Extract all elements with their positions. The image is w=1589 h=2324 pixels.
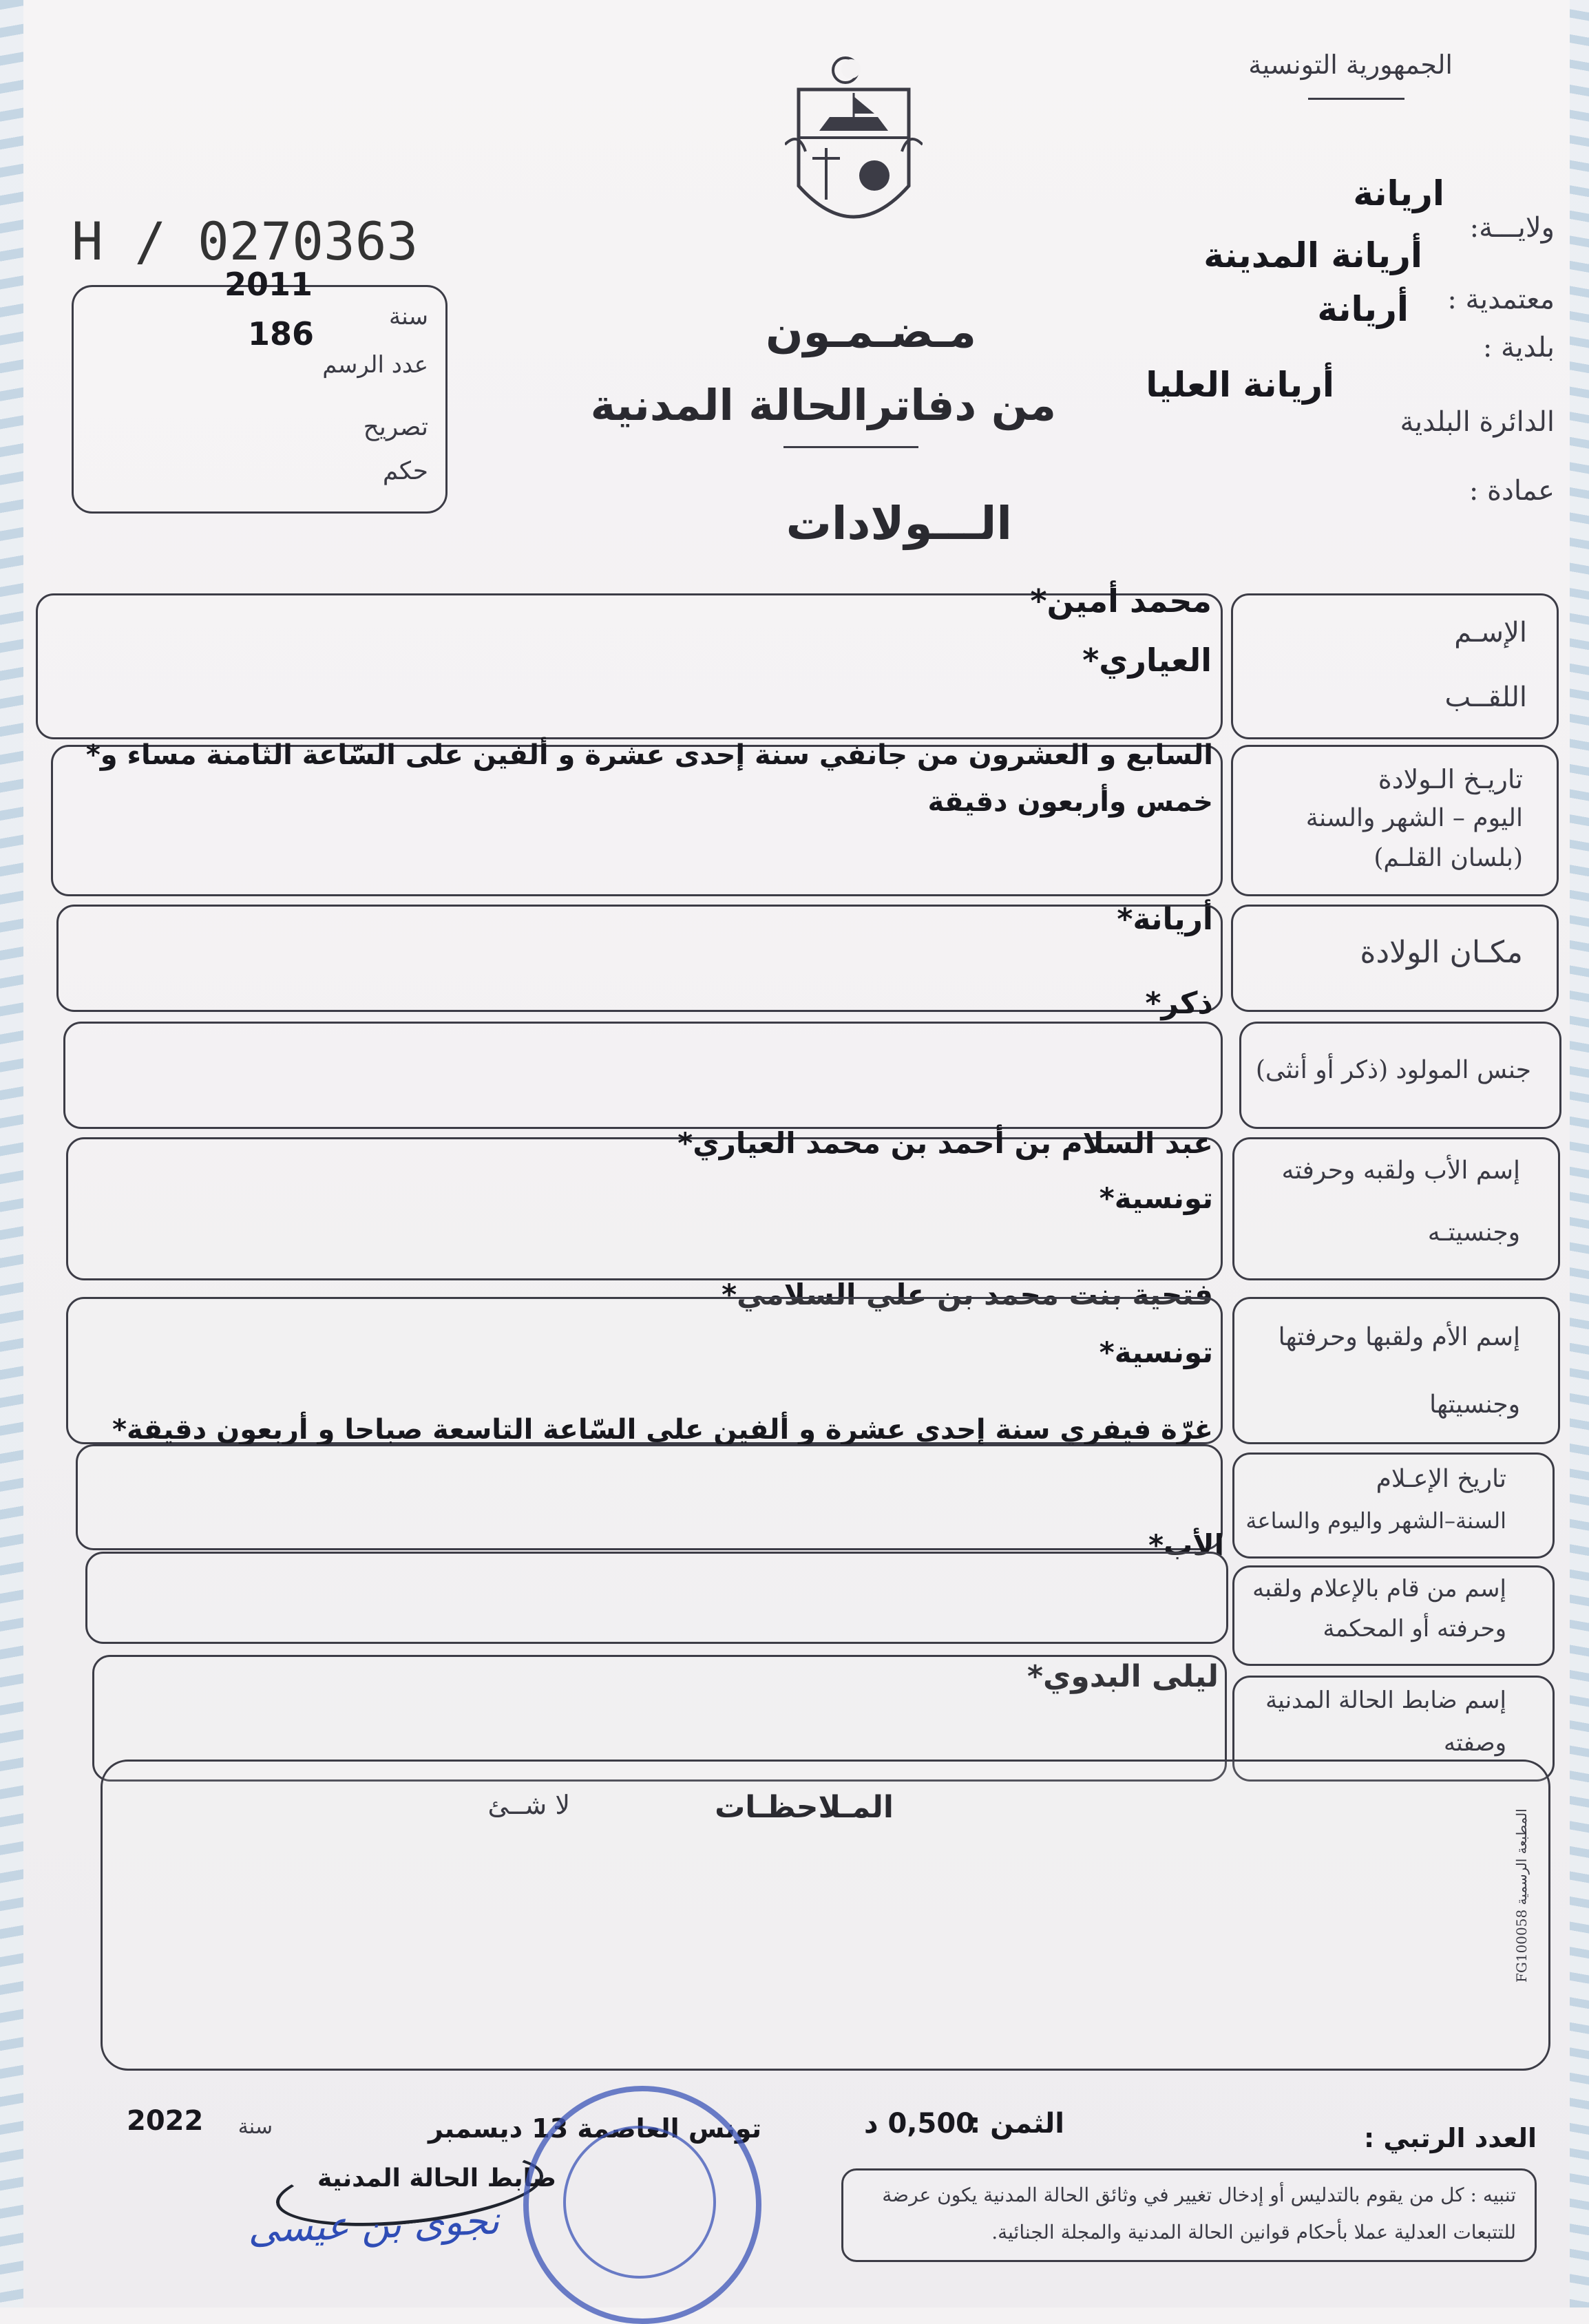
mootamadia-label: معتمدية : bbox=[1447, 284, 1555, 315]
right-security-border bbox=[1570, 0, 1589, 2307]
baladia-label: بلدية : bbox=[1482, 332, 1555, 363]
serial-order-label: العدد الرتبي : bbox=[1363, 2123, 1537, 2153]
registry-year-label: سنة bbox=[389, 303, 428, 330]
declaration-date-value: غرّة فيفري سنة إحدى عشرة و ألفين على السّاعة التاسعة صباحا و أربعون دقيقة* bbox=[112, 1414, 1213, 1446]
sex-value-cell bbox=[63, 1022, 1223, 1129]
warning-box bbox=[841, 2168, 1537, 2262]
declarant-value: الأب* bbox=[1148, 1528, 1224, 1562]
mother-label-1: إسم الأم ولقبها وحرفتها bbox=[1278, 1323, 1520, 1351]
coat-of-arms-emblem bbox=[785, 48, 923, 255]
dob-label-2: اليوم – الشهر والسنة bbox=[1305, 804, 1523, 832]
dob-label-1: تاريـخ الـولادة bbox=[1378, 764, 1523, 794]
dob-value-2: خمس وأربعون دقيقة bbox=[927, 786, 1213, 818]
registry-number-label: عدد الرسم bbox=[322, 351, 428, 379]
warning-line-2: للتتبعات العدلية عملا بأحكام قوانين الحالة المدنية والمجلة الجنائية. bbox=[991, 2221, 1516, 2243]
declarant-label-1: إسم من قام بالإعلام ولقبه bbox=[1252, 1575, 1506, 1603]
name-value: محمد أمين* bbox=[1030, 582, 1212, 620]
pob-value-cell bbox=[56, 905, 1223, 1012]
name-label-cell bbox=[1231, 593, 1559, 739]
price-label: الثمن : bbox=[969, 2108, 1064, 2140]
wilaya-value: اريانة bbox=[1353, 173, 1444, 213]
sex-label: جنس المولود (ذكر أو أنثى) bbox=[1255, 1056, 1531, 1084]
registry-year-value: 2011 bbox=[224, 266, 313, 303]
title-madmoun: مـضـمـون bbox=[766, 307, 976, 358]
mother-label-2: وجنسيتها bbox=[1429, 1391, 1520, 1419]
father-label-2: وجنسيتـه bbox=[1427, 1218, 1520, 1247]
wilaya-label: ولايـــة: bbox=[1469, 212, 1555, 244]
daira-value: أريانة العليا bbox=[1146, 365, 1334, 405]
title-births: الـــولادات bbox=[786, 497, 1012, 550]
republic-heading: الجمهورية التونسية bbox=[1248, 50, 1453, 80]
declarant-value-cell bbox=[85, 1552, 1228, 1644]
declaration-date-label-1: تاريخ الإعـلام bbox=[1376, 1465, 1506, 1493]
registry-number-value: 186 bbox=[248, 315, 315, 352]
registry-judgment-label: حكم bbox=[382, 457, 428, 485]
name-label: الإسـم bbox=[1454, 617, 1527, 648]
footer-year-label: سنة bbox=[238, 2115, 273, 2139]
remarks-label: المـلاحظـات bbox=[715, 1790, 894, 1825]
mother-value-1: فتحية بنت محمد بن علي السلامي* bbox=[722, 1278, 1213, 1311]
baladia-value: أريانة bbox=[1317, 289, 1409, 329]
officer-label-1: إسم ضابط الحالة المدنية bbox=[1265, 1687, 1506, 1714]
mother-value-2: تونسية* bbox=[1099, 1335, 1213, 1369]
price-value: 0,500 د bbox=[864, 2108, 975, 2140]
title-underline bbox=[783, 446, 918, 448]
official-stamp-inner-ring bbox=[563, 2126, 716, 2279]
mootamadia-value: أريانة المدينة bbox=[1203, 235, 1422, 275]
official-stamp bbox=[523, 2086, 761, 2324]
dob-value-1: السابع و العشرون من جانفي سنة إحدى عشرة و ألفين على السّاعة الثامنة مساء و* bbox=[85, 739, 1213, 771]
dob-label-3: (بلسان القلـم) bbox=[1374, 844, 1523, 872]
footer-year-value: 2022 bbox=[127, 2105, 204, 2137]
omada-label: عمادة : bbox=[1469, 475, 1555, 507]
officer-signature-name: نجوى بن عيسى bbox=[246, 2198, 501, 2252]
registry-declaration-label: تصريح bbox=[363, 413, 428, 441]
surname-label: اللقــب bbox=[1444, 682, 1527, 713]
republic-underline bbox=[1308, 98, 1404, 100]
officer-title-footer: ضابط الحالة المدنية bbox=[317, 2164, 556, 2193]
declaration-date-label-2: السنة–الشهر واليوم والساعة bbox=[1245, 1508, 1506, 1534]
declarant-label-2: وحرفته أو المحكمة bbox=[1323, 1615, 1506, 1642]
warning-line-1: تنبيه : كل من يقوم بالتدليس أو إدخال تغيير في وثائق الحالة المدنية يكون عرضة bbox=[882, 2184, 1516, 2206]
left-security-border bbox=[0, 0, 23, 2307]
officer-label-2: وصفته bbox=[1444, 1729, 1506, 1757]
remarks-value: لا شــئ bbox=[487, 1790, 570, 1820]
pob-value: أريانة* bbox=[1117, 902, 1213, 937]
mother-label-cell bbox=[1232, 1297, 1560, 1444]
daira-label: الدائرة البلدية bbox=[1400, 406, 1555, 438]
serial-number: H / 0270363 bbox=[72, 211, 419, 272]
title-registry: من دفاترالحالة المدنية bbox=[590, 380, 1056, 430]
father-value-2: تونسية* bbox=[1099, 1181, 1213, 1215]
declaration-date-value-cell bbox=[76, 1444, 1223, 1550]
surname-value: العياري* bbox=[1082, 642, 1212, 679]
printer-mark: المطبعة الرسمية FG100058 bbox=[1513, 1808, 1530, 1983]
father-value-1: عبد السلام بن أحمد بن محمد العياري* bbox=[677, 1126, 1213, 1160]
pob-label: مكـان الولادة bbox=[1360, 935, 1523, 970]
father-label-1: إسم الأب ولقبه وحرفته bbox=[1281, 1156, 1520, 1185]
sex-value: ذكر* bbox=[1145, 986, 1213, 1021]
officer-value: ليلى البدوي* bbox=[1027, 1659, 1219, 1694]
place-date: تونس العاصمة 13 ديسمبر bbox=[428, 2113, 761, 2144]
